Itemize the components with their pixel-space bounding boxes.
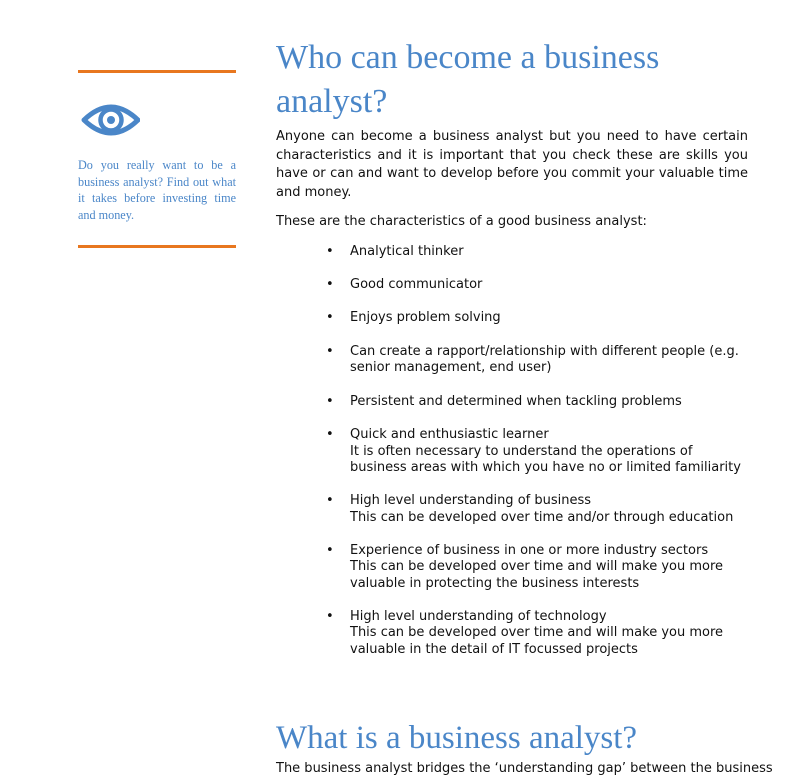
trait-title: Enjoys problem solving xyxy=(350,310,501,326)
list-item xyxy=(276,310,748,326)
trait-title: Quick and enthusiastic learner xyxy=(350,427,549,443)
characteristics-lead: These are the characteristics of a good business analyst: xyxy=(276,214,647,229)
bullet-icon: • xyxy=(326,343,334,359)
list-item xyxy=(276,344,748,377)
bottom-orange-rule xyxy=(78,245,236,248)
heading-line-2: analyst? xyxy=(276,83,388,120)
main-content xyxy=(276,36,748,675)
bullet-icon: • xyxy=(326,310,334,326)
characteristics-list xyxy=(276,244,748,659)
trait-title: High level understanding of technology xyxy=(350,609,607,625)
trait-title: Analytical thinker xyxy=(350,243,464,259)
trait-title: Can create a rapport/relationship with different people (e.g. senior management, end user) xyxy=(350,343,739,376)
bullet-icon: • xyxy=(326,276,334,292)
bullet-icon: • xyxy=(326,427,334,443)
bullet-icon: • xyxy=(326,243,334,259)
bullet-icon: • xyxy=(326,493,334,509)
list-item xyxy=(276,493,748,526)
list-item xyxy=(276,244,748,260)
top-orange-rule xyxy=(78,70,236,73)
callout-text: Do you really want to be a business analyst? Find out what it takes before investing time and money. xyxy=(78,158,236,222)
trait-note: This can be developed over time and will make you more valuable in protecting the business interests xyxy=(350,559,724,591)
sidebar-callout xyxy=(78,70,236,248)
section-heading-who xyxy=(276,36,748,124)
trait-title: High level understanding of business xyxy=(350,493,592,509)
bullet-icon: • xyxy=(326,393,334,409)
heading-line-1: Who can become a business xyxy=(276,39,660,76)
trait-note: This can be developed over time and/or through education xyxy=(350,509,734,525)
list-item xyxy=(276,277,748,293)
bullet-icon: • xyxy=(326,609,334,625)
section2-paragraph: The business analyst bridges the ‘understanding gap’ between the business xyxy=(276,761,773,776)
intro-paragraph: Anyone can become a business analyst but you need to have certain characteristics and it is important that you check these are skills you have or can and want to develop before you commit your valuable time and money. xyxy=(276,129,748,200)
section-heading-what: What is a business analyst? xyxy=(276,720,638,756)
trait-note: It is often necessary to understand the operations of business areas with which you have no or limited familiarity xyxy=(350,443,741,475)
list-item xyxy=(276,427,748,476)
trait-title: Good communicator xyxy=(350,276,483,292)
bullet-icon: • xyxy=(326,543,334,559)
trait-note: This can be developed over time and will make you more valuable in the detail of IT focussed projects xyxy=(350,625,724,657)
list-item xyxy=(276,609,748,658)
eye-icon xyxy=(78,98,140,142)
list-item xyxy=(276,543,748,592)
list-item xyxy=(276,394,748,410)
trait-title: Persistent and determined when tackling problems xyxy=(350,393,682,409)
trait-title: Experience of business in one or more industry sectors xyxy=(350,543,709,559)
